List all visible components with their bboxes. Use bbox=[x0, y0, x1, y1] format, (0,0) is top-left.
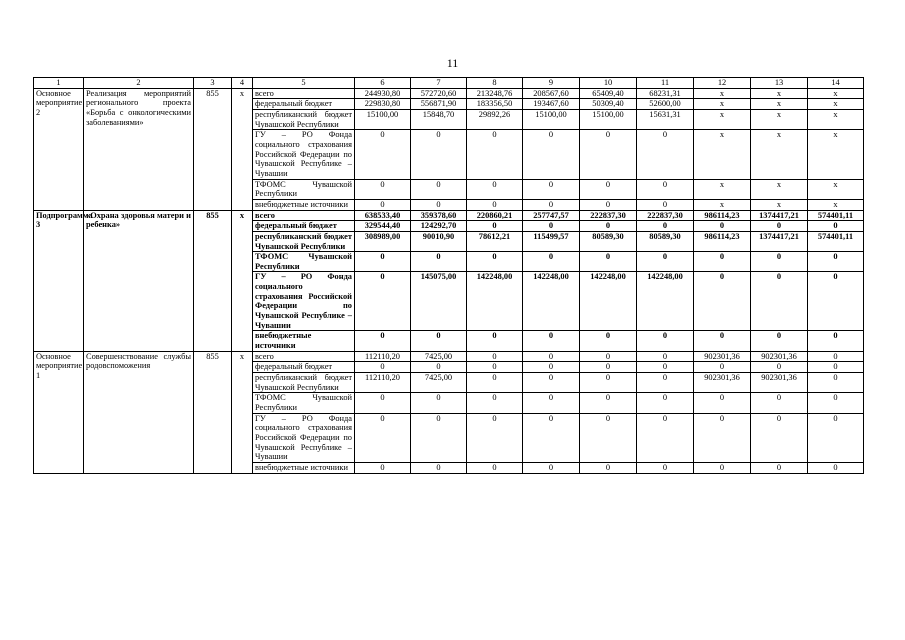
amount-cell: 7425,00 bbox=[411, 373, 467, 393]
amount-cell: x bbox=[808, 130, 864, 179]
amount-cell: 115499,57 bbox=[523, 231, 580, 251]
amount-cell: 0 bbox=[411, 179, 467, 199]
section-code-cell: x bbox=[232, 210, 253, 351]
amount-cell: 7425,00 bbox=[411, 351, 467, 362]
amount-cell: 15631,31 bbox=[637, 109, 694, 129]
amount-cell: 142248,00 bbox=[637, 272, 694, 331]
column-number-14: 14 bbox=[808, 78, 864, 89]
amount-cell: 1374417,21 bbox=[751, 210, 808, 221]
amount-cell: 0 bbox=[637, 331, 694, 351]
amount-cell: x bbox=[808, 179, 864, 199]
funding-source-cell: ТФОМС Чувашской Республики bbox=[253, 179, 355, 199]
amount-cell: x bbox=[751, 109, 808, 129]
amount-cell: 142248,00 bbox=[580, 272, 637, 331]
amount-cell: 0 bbox=[355, 331, 411, 351]
amount-cell: 0 bbox=[523, 462, 580, 473]
funding-source-cell: ГУ – РО Фонда социального страхования Российской Федерации по Чувашской Республике – Чувашии bbox=[253, 413, 355, 462]
amount-cell: 50309,40 bbox=[580, 99, 637, 110]
amount-cell: 0 bbox=[580, 413, 637, 462]
amount-cell: 0 bbox=[637, 179, 694, 199]
amount-cell: 0 bbox=[580, 179, 637, 199]
column-number-9: 9 bbox=[523, 78, 580, 89]
amount-cell: 574401,11 bbox=[808, 231, 864, 251]
amount-cell: 0 bbox=[523, 331, 580, 351]
amount-cell: 0 bbox=[694, 331, 751, 351]
amount-cell: 0 bbox=[694, 272, 751, 331]
funding-source-cell: республиканский бюджет Чувашской Республики bbox=[253, 373, 355, 393]
amount-cell: 257747,57 bbox=[523, 210, 580, 221]
amount-cell: 0 bbox=[467, 331, 523, 351]
amount-cell: 0 bbox=[580, 351, 637, 362]
amount-cell: 308989,00 bbox=[355, 231, 411, 251]
amount-cell: 229830,80 bbox=[355, 99, 411, 110]
section-code-cell: x bbox=[232, 88, 253, 210]
funding-source-cell: ГУ – РО Фонда социального страхования Российской Федерации по Чувашской Республике – Чувашии bbox=[253, 130, 355, 179]
amount-cell: 0 bbox=[523, 373, 580, 393]
amount-cell: 0 bbox=[355, 179, 411, 199]
column-number-3: 3 bbox=[194, 78, 232, 89]
funding-source-cell: ТФОМС Чувашской Республики bbox=[253, 393, 355, 413]
amount-cell: 29892,26 bbox=[467, 109, 523, 129]
amount-cell: 0 bbox=[751, 462, 808, 473]
amount-cell: 0 bbox=[808, 393, 864, 413]
amount-cell: 0 bbox=[580, 130, 637, 179]
amount-cell: 0 bbox=[637, 393, 694, 413]
column-number-11: 11 bbox=[637, 78, 694, 89]
funding-source-cell: внебюджетные источники bbox=[253, 462, 355, 473]
column-number-4: 4 bbox=[232, 78, 253, 89]
amount-cell: 0 bbox=[637, 221, 694, 232]
amount-cell: 0 bbox=[694, 393, 751, 413]
amount-cell: 80589,30 bbox=[580, 231, 637, 251]
amount-cell: x bbox=[808, 109, 864, 129]
amount-cell: 65409,40 bbox=[580, 88, 637, 99]
program-code-cell: Подпрограмма 3 bbox=[34, 210, 84, 351]
amount-cell: 0 bbox=[694, 362, 751, 373]
amount-cell: 572720,60 bbox=[411, 88, 467, 99]
program-name-cell: «Охрана здоровья матери и ребенка» bbox=[84, 210, 194, 351]
amount-cell: 0 bbox=[580, 252, 637, 272]
amount-cell: 0 bbox=[411, 462, 467, 473]
funding-source-cell: республиканский бюджет Чувашской Республики bbox=[253, 231, 355, 251]
amount-cell: 0 bbox=[637, 199, 694, 210]
amount-cell: 0 bbox=[694, 221, 751, 232]
funding-source-cell: федеральный бюджет bbox=[253, 221, 355, 232]
amount-cell: 0 bbox=[411, 362, 467, 373]
amount-cell: 638533,40 bbox=[355, 210, 411, 221]
amount-cell: 0 bbox=[523, 130, 580, 179]
column-number-5: 5 bbox=[253, 78, 355, 89]
column-number-6: 6 bbox=[355, 78, 411, 89]
amount-cell: 0 bbox=[411, 130, 467, 179]
amount-cell: 80589,30 bbox=[637, 231, 694, 251]
amount-cell: 0 bbox=[637, 130, 694, 179]
amount-cell: 329544,40 bbox=[355, 221, 411, 232]
amount-cell: 0 bbox=[355, 252, 411, 272]
amount-cell: x bbox=[694, 130, 751, 179]
amount-cell: x bbox=[751, 179, 808, 199]
section-code-cell: x bbox=[232, 351, 253, 473]
amount-cell: x bbox=[808, 199, 864, 210]
amount-cell: x bbox=[751, 99, 808, 110]
amount-cell: 142248,00 bbox=[467, 272, 523, 331]
amount-cell: 0 bbox=[580, 373, 637, 393]
amount-cell: 0 bbox=[467, 179, 523, 199]
amount-cell: 193467,60 bbox=[523, 99, 580, 110]
amount-cell: 208567,60 bbox=[523, 88, 580, 99]
amount-cell: 0 bbox=[580, 362, 637, 373]
amount-cell: 0 bbox=[580, 331, 637, 351]
amount-cell: 0 bbox=[523, 393, 580, 413]
amount-cell: 0 bbox=[411, 413, 467, 462]
amount-cell: 1374417,21 bbox=[751, 231, 808, 251]
amount-cell: 0 bbox=[751, 331, 808, 351]
amount-cell: 78612,21 bbox=[467, 231, 523, 251]
table-row bbox=[34, 88, 864, 99]
amount-cell: 0 bbox=[467, 221, 523, 232]
amount-cell: 0 bbox=[467, 351, 523, 362]
amount-cell: 0 bbox=[355, 362, 411, 373]
amount-cell: 556871,90 bbox=[411, 99, 467, 110]
amount-cell: 0 bbox=[637, 362, 694, 373]
amount-cell: x bbox=[694, 88, 751, 99]
amount-cell: x bbox=[751, 88, 808, 99]
amount-cell: 0 bbox=[467, 393, 523, 413]
amount-cell: 145075,00 bbox=[411, 272, 467, 331]
amount-cell: 0 bbox=[580, 221, 637, 232]
table-row bbox=[34, 351, 864, 362]
amount-cell: 0 bbox=[751, 252, 808, 272]
amount-cell: 90010,90 bbox=[411, 231, 467, 251]
amount-cell: x bbox=[694, 99, 751, 110]
amount-cell: 0 bbox=[411, 199, 467, 210]
funding-source-cell: внебюджетные источники bbox=[253, 331, 355, 351]
amount-cell: 0 bbox=[467, 252, 523, 272]
amount-cell: 222837,30 bbox=[637, 210, 694, 221]
amount-cell: 0 bbox=[637, 373, 694, 393]
amount-cell: 0 bbox=[694, 252, 751, 272]
column-number-2: 2 bbox=[84, 78, 194, 89]
column-number-12: 12 bbox=[694, 78, 751, 89]
amount-cell: 986114,23 bbox=[694, 210, 751, 221]
amount-cell: 0 bbox=[467, 462, 523, 473]
amount-cell: 986114,23 bbox=[694, 231, 751, 251]
program-code-cell: Основное мероприятие 2 bbox=[34, 88, 84, 210]
amount-cell: 0 bbox=[411, 252, 467, 272]
amount-cell: 112110,20 bbox=[355, 373, 411, 393]
amount-cell: x bbox=[808, 88, 864, 99]
grbs-code-cell: 855 bbox=[194, 210, 232, 351]
amount-cell: x bbox=[694, 109, 751, 129]
amount-cell: 68231,31 bbox=[637, 88, 694, 99]
amount-cell: 902301,36 bbox=[751, 351, 808, 362]
program-name-cell: Совершенствование службы родовспоможения bbox=[84, 351, 194, 473]
amount-cell: 0 bbox=[580, 199, 637, 210]
column-number-row bbox=[34, 78, 864, 89]
amount-cell: 0 bbox=[694, 462, 751, 473]
column-number-13: 13 bbox=[751, 78, 808, 89]
amount-cell: 0 bbox=[751, 362, 808, 373]
amount-cell: x bbox=[808, 99, 864, 110]
column-number-1: 1 bbox=[34, 78, 84, 89]
funding-source-cell: внебюджетные источники bbox=[253, 199, 355, 210]
amount-cell: 0 bbox=[523, 252, 580, 272]
amount-cell: 0 bbox=[523, 362, 580, 373]
amount-cell: 0 bbox=[467, 362, 523, 373]
amount-cell: 0 bbox=[411, 393, 467, 413]
amount-cell: x bbox=[751, 199, 808, 210]
amount-cell: 0 bbox=[808, 413, 864, 462]
program-code-cell: Основное мероприятие 1 bbox=[34, 351, 84, 473]
amount-cell: 213248,76 bbox=[467, 88, 523, 99]
funding-source-cell: всего bbox=[253, 210, 355, 221]
amount-cell: 0 bbox=[411, 331, 467, 351]
amount-cell: 15100,00 bbox=[580, 109, 637, 129]
amount-cell: 0 bbox=[808, 331, 864, 351]
table-row bbox=[34, 210, 864, 221]
amount-cell: 0 bbox=[751, 221, 808, 232]
amount-cell: 0 bbox=[637, 413, 694, 462]
page-number: 11 bbox=[446, 56, 459, 70]
amount-cell: 0 bbox=[580, 462, 637, 473]
amount-cell: 0 bbox=[355, 272, 411, 331]
column-number-8: 8 bbox=[467, 78, 523, 89]
amount-cell: x bbox=[694, 199, 751, 210]
amount-cell: 0 bbox=[523, 351, 580, 362]
amount-cell: 902301,36 bbox=[751, 373, 808, 393]
amount-cell: 183356,50 bbox=[467, 99, 523, 110]
table-body bbox=[34, 88, 864, 473]
amount-cell: 0 bbox=[751, 272, 808, 331]
amount-cell: 0 bbox=[523, 413, 580, 462]
amount-cell: 0 bbox=[467, 199, 523, 210]
amount-cell: 0 bbox=[467, 130, 523, 179]
funding-source-cell: федеральный бюджет bbox=[253, 99, 355, 110]
amount-cell: 0 bbox=[355, 413, 411, 462]
amount-cell: 0 bbox=[808, 221, 864, 232]
amount-cell: 0 bbox=[808, 362, 864, 373]
amount-cell: 0 bbox=[637, 252, 694, 272]
amount-cell: 142248,00 bbox=[523, 272, 580, 331]
amount-cell: 574401,11 bbox=[808, 210, 864, 221]
amount-cell: 0 bbox=[808, 373, 864, 393]
amount-cell: 0 bbox=[808, 252, 864, 272]
amount-cell: 0 bbox=[751, 413, 808, 462]
grbs-code-cell: 855 bbox=[194, 88, 232, 210]
program-name-cell: Реализация мероприятий регионального проекта «Борьба с онкологическими заболеваниями» bbox=[84, 88, 194, 210]
amount-cell: 359378,60 bbox=[411, 210, 467, 221]
amount-cell: 0 bbox=[637, 462, 694, 473]
funding-source-cell: ГУ – РО Фонда социального страхования Российской Федерации по Чувашской Республике – Чувашии bbox=[253, 272, 355, 331]
amount-cell: 902301,36 bbox=[694, 373, 751, 393]
funding-source-cell: всего bbox=[253, 88, 355, 99]
amount-cell: 0 bbox=[523, 179, 580, 199]
amount-cell: x bbox=[751, 130, 808, 179]
funding-source-cell: всего bbox=[253, 351, 355, 362]
grbs-code-cell: 855 bbox=[194, 351, 232, 473]
amount-cell: 220860,21 bbox=[467, 210, 523, 221]
amount-cell: 0 bbox=[523, 221, 580, 232]
amount-cell: 0 bbox=[808, 462, 864, 473]
amount-cell: 0 bbox=[355, 393, 411, 413]
funding-source-cell: республиканский бюджет Чувашской Республики bbox=[253, 109, 355, 129]
amount-cell: 0 bbox=[523, 199, 580, 210]
column-number-10: 10 bbox=[580, 78, 637, 89]
amount-cell: 0 bbox=[580, 393, 637, 413]
amount-cell: 15100,00 bbox=[523, 109, 580, 129]
column-number-7: 7 bbox=[411, 78, 467, 89]
amount-cell: 0 bbox=[808, 351, 864, 362]
amount-cell: 52600,00 bbox=[637, 99, 694, 110]
amount-cell: 124292,70 bbox=[411, 221, 467, 232]
amount-cell: 0 bbox=[355, 199, 411, 210]
funding-source-cell: ТФОМС Чувашской Республики bbox=[253, 252, 355, 272]
amount-cell: 0 bbox=[637, 351, 694, 362]
amount-cell: 244930,80 bbox=[355, 88, 411, 99]
amount-cell: 15848,70 bbox=[411, 109, 467, 129]
amount-cell: 902301,36 bbox=[694, 351, 751, 362]
amount-cell: 0 bbox=[694, 413, 751, 462]
budget-table bbox=[33, 77, 864, 474]
amount-cell: 222837,30 bbox=[580, 210, 637, 221]
amount-cell: 0 bbox=[355, 130, 411, 179]
amount-cell: 0 bbox=[808, 272, 864, 331]
amount-cell: 15100,00 bbox=[355, 109, 411, 129]
amount-cell: 0 bbox=[467, 373, 523, 393]
amount-cell: 0 bbox=[751, 393, 808, 413]
amount-cell: 0 bbox=[355, 462, 411, 473]
amount-cell: 0 bbox=[467, 413, 523, 462]
amount-cell: 112110,20 bbox=[355, 351, 411, 362]
funding-source-cell: федеральный бюджет bbox=[253, 362, 355, 373]
amount-cell: x bbox=[694, 179, 751, 199]
